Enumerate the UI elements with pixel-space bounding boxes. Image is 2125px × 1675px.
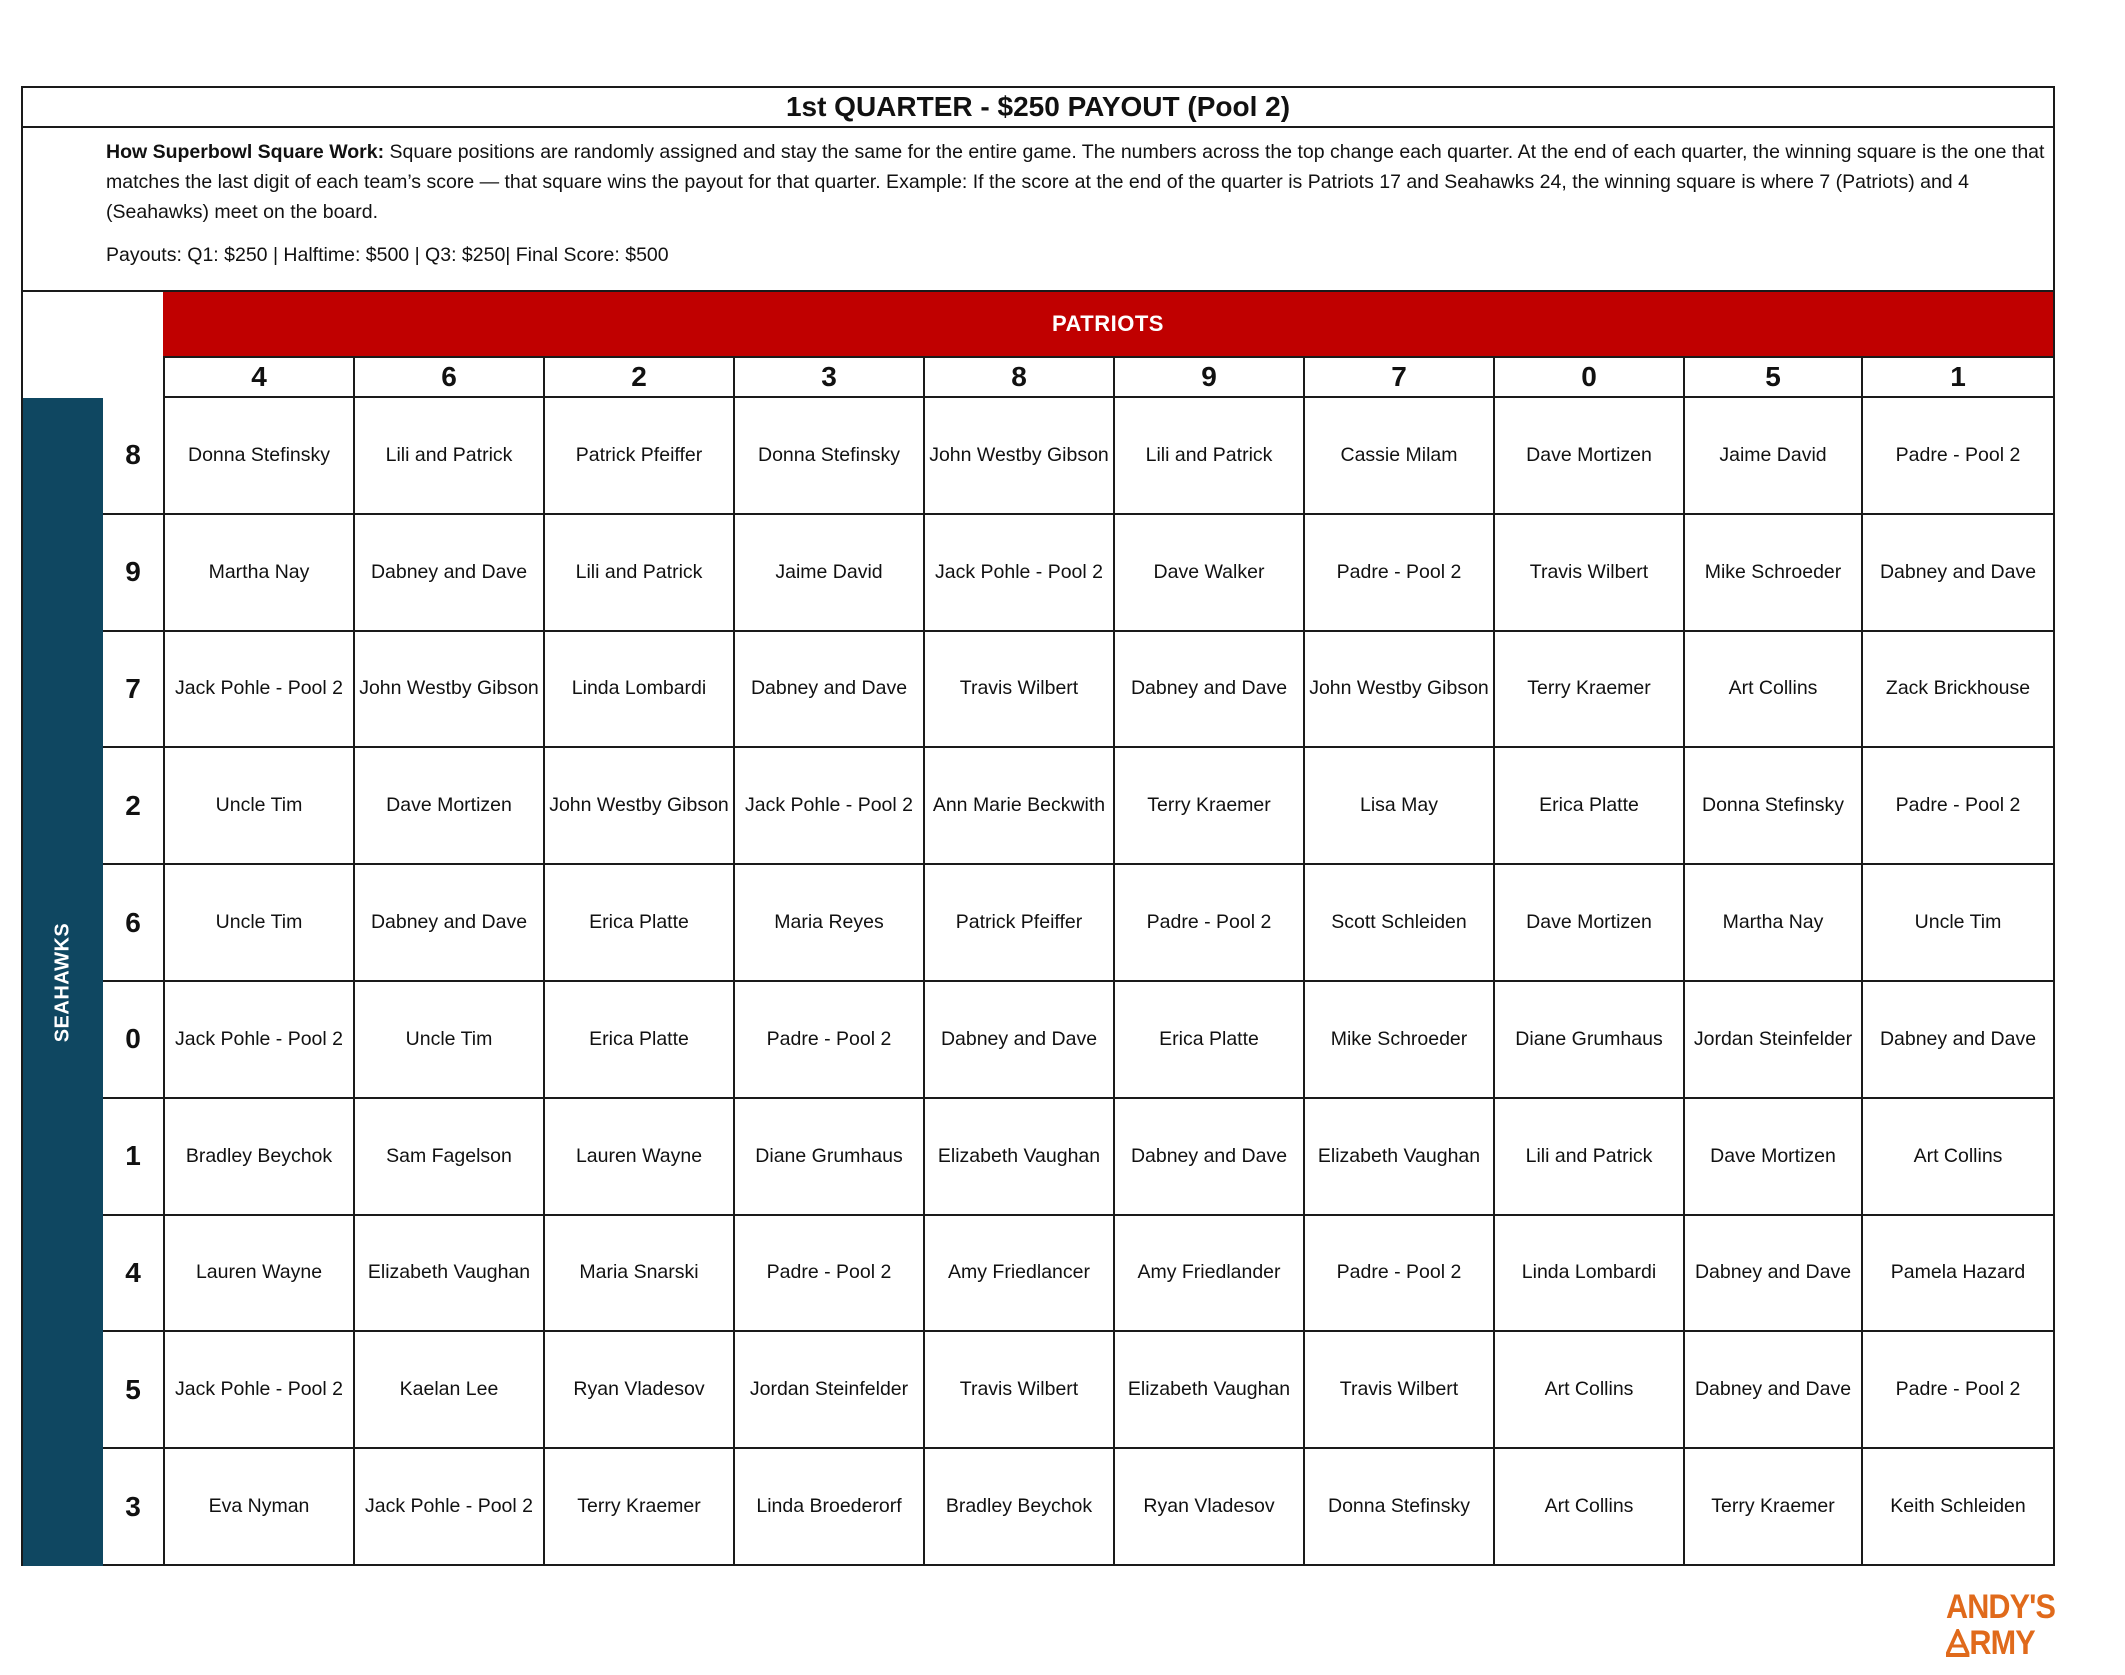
square-cell: Mike Schroeder — [1303, 982, 1493, 1099]
square-cell: Scott Schleiden — [1303, 865, 1493, 982]
square-cell: Maria Reyes — [733, 865, 923, 982]
row-number: 0 — [103, 982, 163, 1099]
square-cell: Elizabeth Vaughan — [1113, 1332, 1303, 1449]
square-cell: Zack Brickhouse — [1861, 632, 2053, 749]
square-cell: Jordan Steinfelder — [733, 1332, 923, 1449]
column-number: 7 — [1303, 356, 1493, 398]
logo-line-1: ANDY'S — [1946, 1588, 2055, 1626]
square-cell: Jack Pohle - Pool 2 — [163, 632, 353, 749]
square-cell: Travis Wilbert — [1493, 515, 1683, 632]
square-cell: Patrick Pfeiffer — [923, 865, 1113, 982]
column-number: 0 — [1493, 356, 1683, 398]
square-cell: Padre - Pool 2 — [1303, 515, 1493, 632]
square-cell: Kaelan Lee — [353, 1332, 543, 1449]
row-number: 1 — [103, 1099, 163, 1216]
column-number: 4 — [163, 356, 353, 398]
square-cell: Terry Kraemer — [1493, 632, 1683, 749]
square-cell: Padre - Pool 2 — [1113, 865, 1303, 982]
square-cell: Jack Pohle - Pool 2 — [733, 748, 923, 865]
square-cell: Lili and Patrick — [353, 398, 543, 515]
square-cell: John Westby Gibson — [353, 632, 543, 749]
square-cell: Lili and Patrick — [1493, 1099, 1683, 1216]
square-cell: Pamela Hazard — [1861, 1216, 2053, 1333]
square-cell: Ryan Vladesov — [543, 1332, 733, 1449]
seahawks-label: SEAHAWKS — [51, 922, 74, 1042]
patriots-header: PATRIOTS — [163, 292, 2053, 356]
square-cell: Uncle Tim — [163, 865, 353, 982]
column-number: 8 — [923, 356, 1113, 398]
square-cell: Lili and Patrick — [1113, 398, 1303, 515]
column-number: 1 — [1861, 356, 2053, 398]
square-cell: Padre - Pool 2 — [733, 982, 923, 1099]
row-number: 3 — [103, 1449, 163, 1566]
square-cell: Travis Wilbert — [923, 632, 1113, 749]
row-number: 6 — [103, 865, 163, 982]
square-cell: Lisa May — [1303, 748, 1493, 865]
square-cell: Dabney and Dave — [353, 865, 543, 982]
square-cell: Linda Lombardi — [543, 632, 733, 749]
square-cell: Terry Kraemer — [543, 1449, 733, 1566]
square-cell: John Westby Gibson — [923, 398, 1113, 515]
square-cell: Lauren Wayne — [543, 1099, 733, 1216]
how-it-works-body: Square positions are randomly assigned and stay the same for the entire game. The numbers across the top change each quarter. At the end of each quarter, the winning square is the one that matches the last digit of each team’s score — that square wins the payout for that quarter. Example: If the score at the end of the quarter is Patriots 17 and Seahawks 24, the winning square is where 7 (Patriots) and 4 (Seahawks) meet on the board. — [106, 141, 2045, 223]
row-number: 7 — [103, 632, 163, 749]
square-cell: John Westby Gibson — [1303, 632, 1493, 749]
square-cell: Dave Walker — [1113, 515, 1303, 632]
square-cell: Dabney and Dave — [1861, 515, 2053, 632]
square-cell: Martha Nay — [1683, 865, 1861, 982]
square-cell: Dabney and Dave — [353, 515, 543, 632]
instructions-block — [23, 128, 2053, 292]
column-number: 5 — [1683, 356, 1861, 398]
row-number: 8 — [103, 398, 163, 515]
square-cell: Amy Friedlancer — [923, 1216, 1113, 1333]
square-cell: Art Collins — [1493, 1332, 1683, 1449]
square-cell: Erica Platte — [1113, 982, 1303, 1099]
payouts-text: Payouts: Q1: $250 | Halftime: $500 | Q3: $250| Final Score: $500 — [106, 244, 669, 266]
square-cell: Donna Stefinsky — [1683, 748, 1861, 865]
square-cell: Patrick Pfeiffer — [543, 398, 733, 515]
square-cell: Dabney and Dave — [733, 632, 923, 749]
square-cell: Terry Kraemer — [1683, 1449, 1861, 1566]
logo-line-2 — [1946, 1624, 2035, 1663]
row-number: 4 — [103, 1216, 163, 1333]
square-cell: Terry Kraemer — [1113, 748, 1303, 865]
square-cell: Art Collins — [1861, 1099, 2053, 1216]
square-cell: Padre - Pool 2 — [1861, 398, 2053, 515]
square-cell: Lili and Patrick — [543, 515, 733, 632]
square-cell: Amy Friedlander — [1113, 1216, 1303, 1333]
square-cell: Dabney and Dave — [1683, 1332, 1861, 1449]
squares-grid — [103, 398, 2053, 1566]
square-cell: Donna Stefinsky — [163, 398, 353, 515]
square-cell: Dabney and Dave — [923, 982, 1113, 1099]
square-cell: Padre - Pool 2 — [1303, 1216, 1493, 1333]
square-cell: Uncle Tim — [1861, 865, 2053, 982]
square-cell: Erica Platte — [543, 982, 733, 1099]
triangle-a-icon — [1946, 1629, 1969, 1657]
square-cell: Dave Mortizen — [353, 748, 543, 865]
square-cell: Padre - Pool 2 — [1861, 748, 2053, 865]
column-number: 3 — [733, 356, 923, 398]
square-cell: Eva Nyman — [163, 1449, 353, 1566]
row-number: 5 — [103, 1332, 163, 1449]
square-cell: Dave Mortizen — [1493, 865, 1683, 982]
square-cell: Dabney and Dave — [1113, 632, 1303, 749]
andys-army-logo — [1944, 1588, 2062, 1664]
square-cell: Diane Grumhaus — [1493, 982, 1683, 1099]
square-cell: Martha Nay — [163, 515, 353, 632]
square-cell: Padre - Pool 2 — [1861, 1332, 2053, 1449]
square-cell: Art Collins — [1683, 632, 1861, 749]
row-number: 2 — [103, 748, 163, 865]
column-number: 6 — [353, 356, 543, 398]
square-cell: Travis Wilbert — [1303, 1332, 1493, 1449]
how-it-works-label: How Superbowl Square Work: — [106, 141, 385, 163]
square-cell: Donna Stefinsky — [733, 398, 923, 515]
square-cell: Cassie Milam — [1303, 398, 1493, 515]
square-cell: Art Collins — [1493, 1449, 1683, 1566]
square-cell: Linda Lombardi — [1493, 1216, 1683, 1333]
square-cell: Ann Marie Beckwith — [923, 748, 1113, 865]
square-cell: Donna Stefinsky — [1303, 1449, 1493, 1566]
square-cell: Ryan Vladesov — [1113, 1449, 1303, 1566]
square-cell: Jaime David — [1683, 398, 1861, 515]
square-cell: Bradley Beychok — [163, 1099, 353, 1216]
how-it-works-text — [106, 137, 2051, 227]
square-cell: Jaime David — [733, 515, 923, 632]
square-cell: Dabney and Dave — [1113, 1099, 1303, 1216]
square-cell: Jordan Steinfelder — [1683, 982, 1861, 1099]
square-cell: Jack Pohle - Pool 2 — [163, 982, 353, 1099]
square-cell: Keith Schleiden — [1861, 1449, 2053, 1566]
square-cell: Erica Platte — [543, 865, 733, 982]
square-cell: Elizabeth Vaughan — [353, 1216, 543, 1333]
column-numbers-row — [163, 356, 2053, 398]
square-cell: John Westby Gibson — [543, 748, 733, 865]
square-cell: Dave Mortizen — [1493, 398, 1683, 515]
square-cell: Maria Snarski — [543, 1216, 733, 1333]
page-title: 1st QUARTER - $250 PAYOUT (Pool 2) — [23, 88, 2053, 128]
square-cell: Uncle Tim — [163, 748, 353, 865]
square-cell: Dabney and Dave — [1861, 982, 2053, 1099]
square-cell: Elizabeth Vaughan — [923, 1099, 1113, 1216]
seahawks-header — [23, 398, 103, 1566]
square-cell: Jack Pohle - Pool 2 — [163, 1332, 353, 1449]
square-cell: Elizabeth Vaughan — [1303, 1099, 1493, 1216]
logo-line-2-text: RMY — [1969, 1624, 2035, 1662]
square-cell: Jack Pohle - Pool 2 — [923, 515, 1113, 632]
square-cell: Uncle Tim — [353, 982, 543, 1099]
column-number: 2 — [543, 356, 733, 398]
square-cell: Bradley Beychok — [923, 1449, 1113, 1566]
square-cell: Jack Pohle - Pool 2 — [353, 1449, 543, 1566]
square-cell: Linda Broederorf — [733, 1449, 923, 1566]
square-cell: Erica Platte — [1493, 748, 1683, 865]
square-cell: Dave Mortizen — [1683, 1099, 1861, 1216]
row-number: 9 — [103, 515, 163, 632]
square-cell: Sam Fagelson — [353, 1099, 543, 1216]
square-cell: Mike Schroeder — [1683, 515, 1861, 632]
column-number: 9 — [1113, 356, 1303, 398]
squares-sheet — [21, 86, 2055, 1566]
square-cell: Travis Wilbert — [923, 1332, 1113, 1449]
square-cell: Lauren Wayne — [163, 1216, 353, 1333]
square-cell: Dabney and Dave — [1683, 1216, 1861, 1333]
square-cell: Diane Grumhaus — [733, 1099, 923, 1216]
square-cell: Padre - Pool 2 — [733, 1216, 923, 1333]
